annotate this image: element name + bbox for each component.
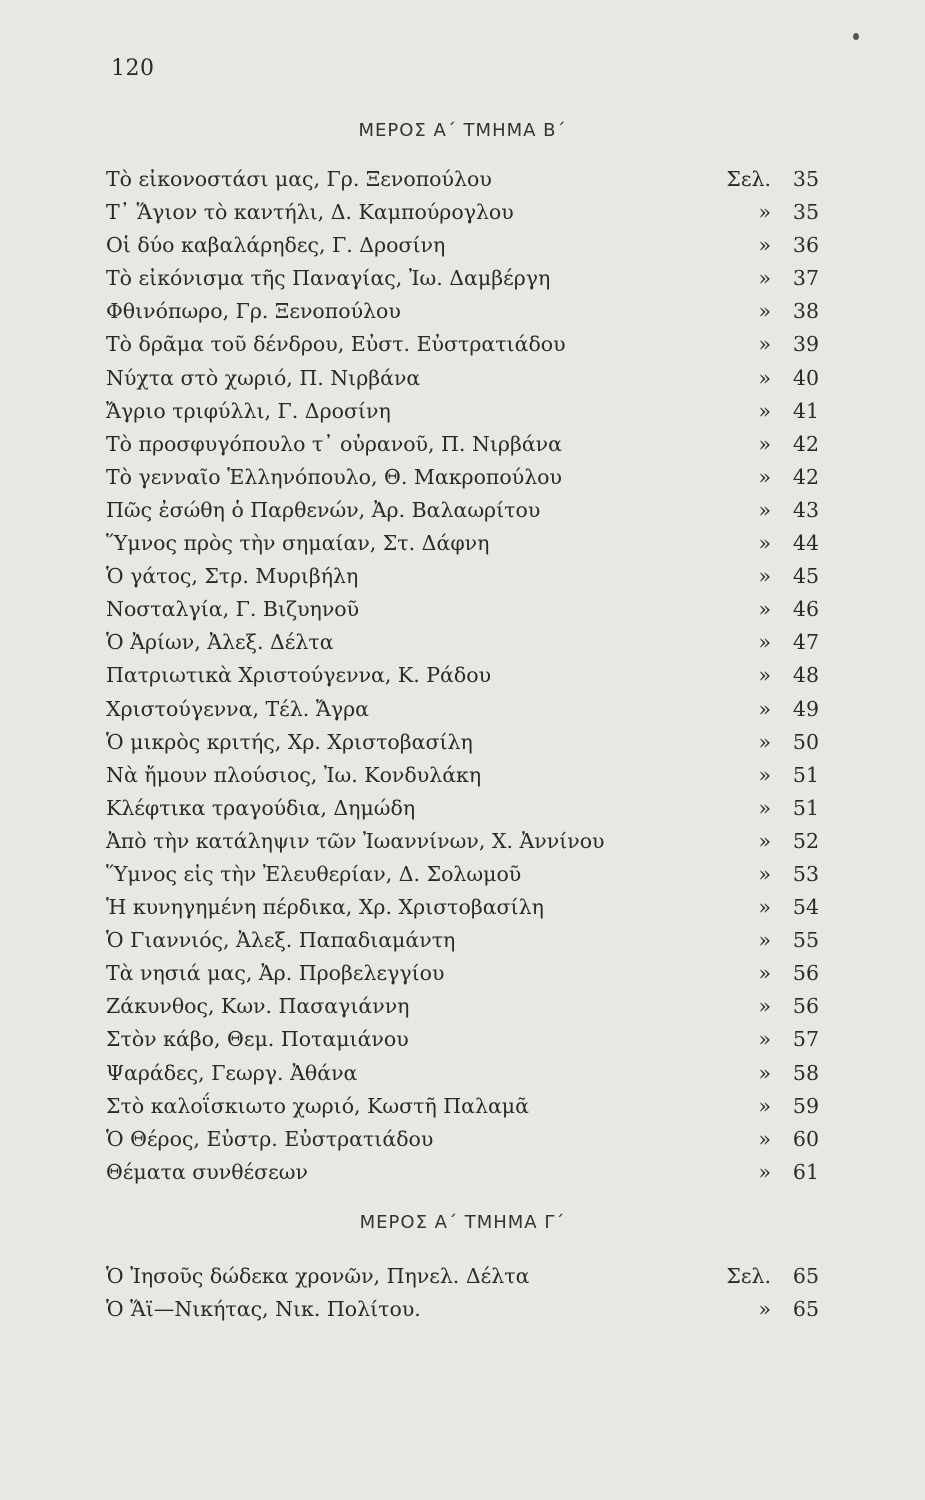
toc-entry-page-number: 40	[792, 365, 819, 390]
toc-entry-ditto-mark: »	[758, 1126, 771, 1151]
toc-entry-page-number: 44	[792, 531, 819, 556]
toc-entry-title: Ὕμνος εἰς τὴν Ἐλευθερίαν, Δ. Σολωμοῦ	[106, 861, 522, 886]
toc-entry-title: Νύχτα στὸ χωριό, Π. Νιρβάνα	[106, 365, 421, 390]
toc-entry-page-number: 51	[792, 762, 819, 787]
toc-entry-ditto-mark: »	[758, 1027, 771, 1052]
toc-list-section-b	[0, 163, 925, 1189]
toc-entry-title: Τὸ προσφυγόπουλο τ᾿ οὐρανοῦ, Π. Νιρβάνα	[106, 431, 562, 456]
toc-entry-title: Τὸ εἰκόνισμα τῆς Παναγίας, Ἰω. Δαμβέργη	[106, 266, 551, 291]
toc-entry-ditto-mark: »	[758, 332, 771, 357]
toc-entry-ditto-mark: »	[758, 828, 771, 853]
toc-entry	[0, 229, 925, 262]
toc-entry-title: Ὁ γάτος, Στρ. Μυριβήλη	[106, 564, 359, 589]
toc-entry-title: Ἡ κυνηγημένη πέρδικα, Χρ. Χριστοβασίλη	[106, 895, 544, 920]
toc-entry-ditto-mark: »	[758, 663, 771, 688]
toc-entry-title: Στὸν κάβο, Θεμ. Ποταμιάνου	[106, 1027, 409, 1052]
toc-entry-page-number: 59	[792, 1093, 819, 1118]
toc-entry-page-number: 39	[792, 332, 819, 357]
toc-entry-ditto-mark: »	[758, 762, 771, 787]
toc-entry-ditto-mark: Σελ.	[726, 167, 771, 191]
toc-entry-page-number: 47	[792, 630, 819, 655]
toc-entry-ditto-mark: »	[758, 895, 771, 920]
toc-entry	[0, 924, 925, 957]
toc-entry-title: Χριστούγεννα, Τέλ. Ἄγρα	[106, 696, 370, 721]
toc-entry-ditto-mark: »	[758, 861, 771, 886]
toc-entry-ditto-mark: »	[758, 630, 771, 655]
toc-entry	[0, 858, 925, 891]
toc-entry-ditto-mark: »	[758, 597, 771, 622]
toc-entry-ditto-mark: Σελ.	[726, 1264, 771, 1288]
toc-entry-title: Ὁ Γιαννιός, Ἀλεξ. Παπαδιαμάντη	[106, 928, 456, 953]
section-heading-b: ΜΕΡΟΣ Α΄ ΤΜΗΜΑ Β΄	[358, 120, 567, 141]
toc-entry-ditto-mark: »	[758, 1159, 771, 1184]
toc-entry-page-number: 43	[792, 497, 819, 522]
toc-entry-page-number: 42	[792, 431, 819, 456]
toc-entry-page-number: 65	[792, 1297, 819, 1322]
toc-entry-ditto-mark: »	[758, 795, 771, 820]
toc-entry-ditto-mark: »	[758, 365, 771, 390]
toc-entry-page-number: 57	[792, 1027, 819, 1052]
toc-entry-page-number: 52	[792, 828, 819, 853]
toc-entry	[0, 395, 925, 428]
toc-entry-title: Ἄγριο τριφύλλι, Γ. Δροσίνη	[106, 398, 391, 423]
toc-entry-page-number: 60	[792, 1126, 819, 1151]
toc-entry	[0, 759, 925, 792]
toc-entry-title: Ὁ Ἀρίων, Ἀλεξ. Δέλτα	[106, 630, 334, 655]
toc-entry-ditto-mark: »	[758, 233, 771, 258]
toc-entry-page-number: 51	[792, 795, 819, 820]
toc-entry-title: Ὁ μικρὸς κριτής, Χρ. Χριστοβασίλη	[106, 729, 473, 754]
toc-entry-ditto-mark: »	[758, 1297, 771, 1322]
toc-entry-page-number: 36	[792, 233, 819, 258]
toc-entry-title: Ὁ Ἰησοῦς δώδεκα χρονῶν, Πηνελ. Δέλτα	[106, 1264, 530, 1288]
toc-list-section-g	[0, 1260, 925, 1326]
toc-entry-ditto-mark: »	[758, 464, 771, 489]
toc-entry-page-number: 55	[792, 928, 819, 953]
toc-entry-page-number: 56	[792, 961, 819, 986]
toc-entry-page-number: 56	[792, 994, 819, 1019]
toc-entry	[0, 328, 925, 361]
toc-entry-ditto-mark: »	[758, 200, 771, 225]
toc-entry	[0, 163, 925, 196]
toc-entry	[0, 494, 925, 527]
toc-entry-title: Στὸ καλοΐσκιωτο χωριό, Κωστῆ Παλαμᾶ	[106, 1093, 529, 1118]
toc-entry	[0, 262, 925, 295]
toc-entry-page-number: 35	[792, 200, 819, 225]
toc-entry-title: Οἱ δύο καβαλάρηδες, Γ. Δροσίνη	[106, 233, 446, 258]
toc-entry	[0, 891, 925, 924]
toc-entry-ditto-mark: »	[758, 1093, 771, 1118]
toc-entry-title: Ζάκυνθος, Κων. Πασαγιάννη	[106, 994, 410, 1019]
toc-entry-page-number: 54	[792, 895, 819, 920]
toc-entry	[0, 527, 925, 560]
toc-entry	[0, 825, 925, 858]
page-number: 120	[111, 56, 155, 81]
toc-entry	[0, 461, 925, 494]
toc-entry-ditto-mark: »	[758, 299, 771, 324]
toc-entry-title: Τὸ εἰκονοστάσι μας, Γρ. Ξενοπούλου	[106, 167, 492, 191]
toc-entry	[0, 1156, 925, 1189]
toc-entry	[0, 362, 925, 395]
toc-entry-title: Πατριωτικὰ Χριστούγεννα, Κ. Ράδου	[106, 663, 492, 688]
toc-entry-ditto-mark: »	[758, 497, 771, 522]
toc-entry	[0, 428, 925, 461]
toc-entry	[0, 726, 925, 759]
toc-entry-title: Τ᾿ Ἅγιον τὸ καντήλι, Δ. Καμπούρογλου	[106, 200, 514, 225]
toc-entry	[0, 295, 925, 328]
toc-entry-page-number: 46	[792, 597, 819, 622]
toc-entry	[0, 1023, 925, 1056]
toc-entry	[0, 957, 925, 990]
ink-speck	[853, 33, 859, 40]
toc-entry-ditto-mark: »	[758, 994, 771, 1019]
toc-entry-title: Τὸ γενναῖο Ἑλληνόπουλο, Θ. Μακροπούλου	[106, 464, 562, 489]
toc-entry-title: Θέματα συνθέσεων	[106, 1159, 308, 1184]
toc-entry-title: Ἀπὸ τὴν κατάληψιν τῶν Ἰωαννίνων, Χ. Ἀννίνου	[106, 828, 605, 853]
toc-entry	[0, 693, 925, 726]
toc-entry-title: Τὰ νησιά μας, Ἀρ. Προβελεγγίου	[106, 961, 445, 986]
toc-entry-title: Ὁ Ἅϊ—Νικήτας, Νικ. Πολίτου.	[106, 1297, 421, 1322]
toc-entry-ditto-mark: »	[758, 531, 771, 556]
toc-entry-page-number: 37	[792, 266, 819, 291]
toc-entry-ditto-mark: »	[758, 564, 771, 589]
toc-entry-ditto-mark: »	[758, 696, 771, 721]
toc-entry	[0, 196, 925, 229]
toc-entry-page-number: 49	[792, 696, 819, 721]
toc-entry-title: Κλέφτικα τραγούδια, Δημώδη	[106, 795, 416, 820]
toc-entry	[0, 1090, 925, 1123]
toc-entry-page-number: 53	[792, 861, 819, 886]
toc-entry	[0, 990, 925, 1023]
toc-entry-title: Φθινόπωρο, Γρ. Ξενοπούλου	[106, 299, 401, 324]
toc-entry-page-number: 50	[792, 729, 819, 754]
toc-entry-title: Πῶς ἐσώθη ὁ Παρθενών, Ἀρ. Βαλαωρίτου	[106, 497, 541, 522]
toc-entry-ditto-mark: »	[758, 928, 771, 953]
toc-entry	[0, 1293, 925, 1326]
section-heading-g: ΜΕΡΟΣ Α΄ ΤΜΗΜΑ Γ΄	[359, 1212, 566, 1233]
toc-entry-ditto-mark: »	[758, 729, 771, 754]
toc-entry-page-number: 61	[792, 1159, 819, 1184]
toc-entry-title: Νὰ ἤμουν πλούσιος, Ἰω. Κονδυλάκη	[106, 762, 482, 787]
toc-entry-ditto-mark: »	[758, 398, 771, 423]
toc-entry-title: Νοσταλγία, Γ. Βιζυηνοῦ	[106, 597, 360, 622]
toc-entry-ditto-mark: »	[758, 266, 771, 291]
toc-entry-title: Ὁ Θέρος, Εὐστρ. Εὐστρατιάδου	[106, 1126, 434, 1151]
toc-entry	[0, 626, 925, 659]
toc-entry-title: Ὕμνος πρὸς τὴν σημαίαν, Στ. Δάφνη	[106, 531, 490, 556]
toc-entry-page-number: 41	[792, 398, 819, 423]
toc-entry-page-number: 42	[792, 464, 819, 489]
toc-entry	[0, 1123, 925, 1156]
toc-entry-title: Τὸ δρᾶμα τοῦ δένδρου, Εὐστ. Εὐστρατιάδου	[106, 332, 566, 357]
toc-entry	[0, 560, 925, 593]
toc-entry-ditto-mark: »	[758, 431, 771, 456]
toc-entry	[0, 659, 925, 692]
toc-entry-page-number: 58	[792, 1060, 819, 1085]
toc-entry	[0, 1260, 925, 1293]
toc-entry	[0, 1057, 925, 1090]
toc-entry	[0, 593, 925, 626]
toc-entry-page-number: 48	[792, 663, 819, 688]
toc-entry-title: Ψαράδες, Γεωργ. Ἀθάνα	[106, 1060, 358, 1085]
toc-entry-page-number: 38	[792, 299, 819, 324]
toc-entry-page-number: 45	[792, 564, 819, 589]
toc-entry-ditto-mark: »	[758, 1060, 771, 1085]
toc-entry-page-number: 65	[792, 1264, 819, 1288]
toc-entry	[0, 792, 925, 825]
toc-entry-page-number: 35	[792, 167, 819, 191]
toc-entry-ditto-mark: »	[758, 961, 771, 986]
